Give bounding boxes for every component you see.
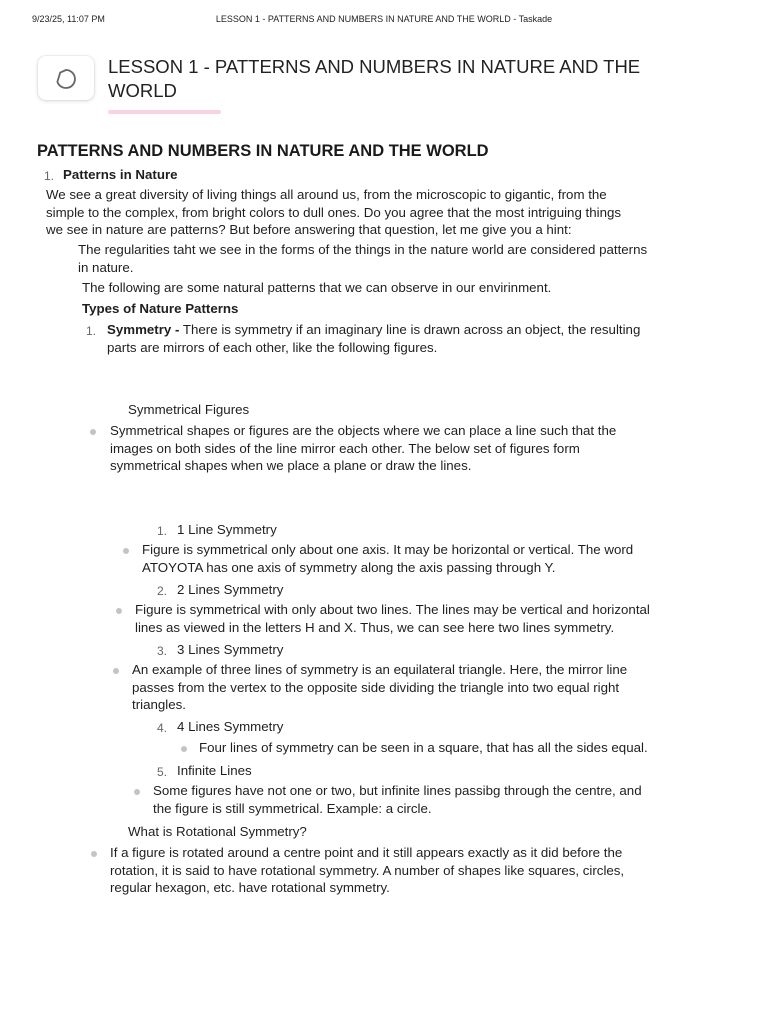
- list-number: 5.: [157, 765, 168, 779]
- two-lines-symmetry-heading: 2 Lines Symmetry: [177, 582, 284, 597]
- infinite-lines-heading: Infinite Lines: [177, 763, 252, 778]
- one-line-symmetry-text: Figure is symmetrical only about one axis. It may be horizontal or vertical. The word ATOYOTA has one axis of symmetry along the axis passing through Y.: [142, 542, 634, 575]
- taskade-logo-icon: [55, 68, 77, 90]
- print-page-title: LESSON 1 - PATTERNS AND NUMBERS IN NATURE AND THE WORLD - Taskade: [215, 14, 553, 24]
- list-number: 1.: [157, 524, 168, 538]
- symmetrical-figures-paragraph: Symmetrical shapes or figures are the objects where we can place a line such that the images on both sides of the line mirror each other. The below set of figures form symmetrical shapes when we place a plane or draw the lines.: [110, 423, 617, 473]
- types-heading: Types of Nature Patterns: [82, 301, 239, 316]
- following-paragraph: The following are some natural patterns that we can observe in our envirinment.: [82, 280, 552, 295]
- four-lines-symmetry-text: Four lines of symmetry can be seen in a square, that has all the sides equal.: [199, 740, 648, 755]
- bullet-dot: [91, 851, 97, 857]
- title-underline: [108, 110, 221, 114]
- print-datetime: 9/23/25, 11:07 PM: [32, 14, 105, 24]
- two-lines-symmetry-text: Figure is symmetrical with only about two lines. The lines may be vertical and horizontal lines as viewed in the letters H and X. Thus, we can see here two lines symmetry.: [135, 602, 650, 635]
- list-number: 4.: [157, 721, 168, 735]
- bullet-dot: [116, 608, 122, 614]
- patterns-in-nature-heading: Patterns in Nature: [63, 167, 178, 182]
- bullet-dot: [181, 746, 187, 752]
- rotational-symmetry-heading: What is Rotational Symmetry?: [128, 824, 307, 839]
- bullet-dot: [90, 429, 96, 435]
- symmetrical-figures-heading: Symmetrical Figures: [128, 402, 250, 417]
- document-title: LESSON 1 - PATTERNS AND NUMBERS IN NATURE AND THE WORLD: [108, 56, 641, 101]
- list-number: 1.: [86, 324, 97, 338]
- one-line-symmetry-heading: 1 Line Symmetry: [177, 522, 277, 537]
- bullet-dot: [134, 789, 140, 795]
- intro-paragraph: We see a great diversity of living things all around us, from the microscopic to gigantic, from the simple to the complex, from bright colors to dull ones. Do you agree that the most intriguing things we see in nature are patterns? But before answering that question, let me give you a hint:: [46, 187, 622, 237]
- bullet-dot: [123, 548, 129, 554]
- symmetry-paragraph: Symmetry - There is symmetry if an imaginary line is drawn across an object, the resulting parts are mirrors of each other, like the following figures.: [107, 322, 641, 355]
- list-number: 3.: [157, 644, 168, 658]
- list-number: 2.: [157, 584, 168, 598]
- section-heading: PATTERNS AND NUMBERS IN NATURE AND THE WORLD: [37, 142, 489, 160]
- list-number: 1.: [44, 169, 55, 183]
- infinite-lines-text: Some figures have not one or two, but infinite lines passibg through the centre, and the figure is still symmetrical. Example: a circle.: [153, 783, 642, 816]
- four-lines-symmetry-heading: 4 Lines Symmetry: [177, 719, 284, 734]
- document-icon-box: [38, 56, 94, 100]
- three-lines-symmetry-heading: 3 Lines Symmetry: [177, 642, 284, 657]
- three-lines-symmetry-text: An example of three lines of symmetry is an equilateral triangle. Here, the mirror line passes from the vertex to the opposite side dividing the triangle into two equal right triangles.: [132, 662, 628, 712]
- rotational-symmetry-text: If a figure is rotated around a centre point and it still appears exactly as it did before the rotation, it is said to have rotational symmetry. A number of shapes like squares, circles, regular hexagon, etc. have rotational symmetry.: [110, 845, 625, 895]
- hint-paragraph: The regularities taht we see in the forms of the things in the nature world are considered patterns in nature.: [78, 242, 648, 275]
- bullet-dot: [113, 668, 119, 674]
